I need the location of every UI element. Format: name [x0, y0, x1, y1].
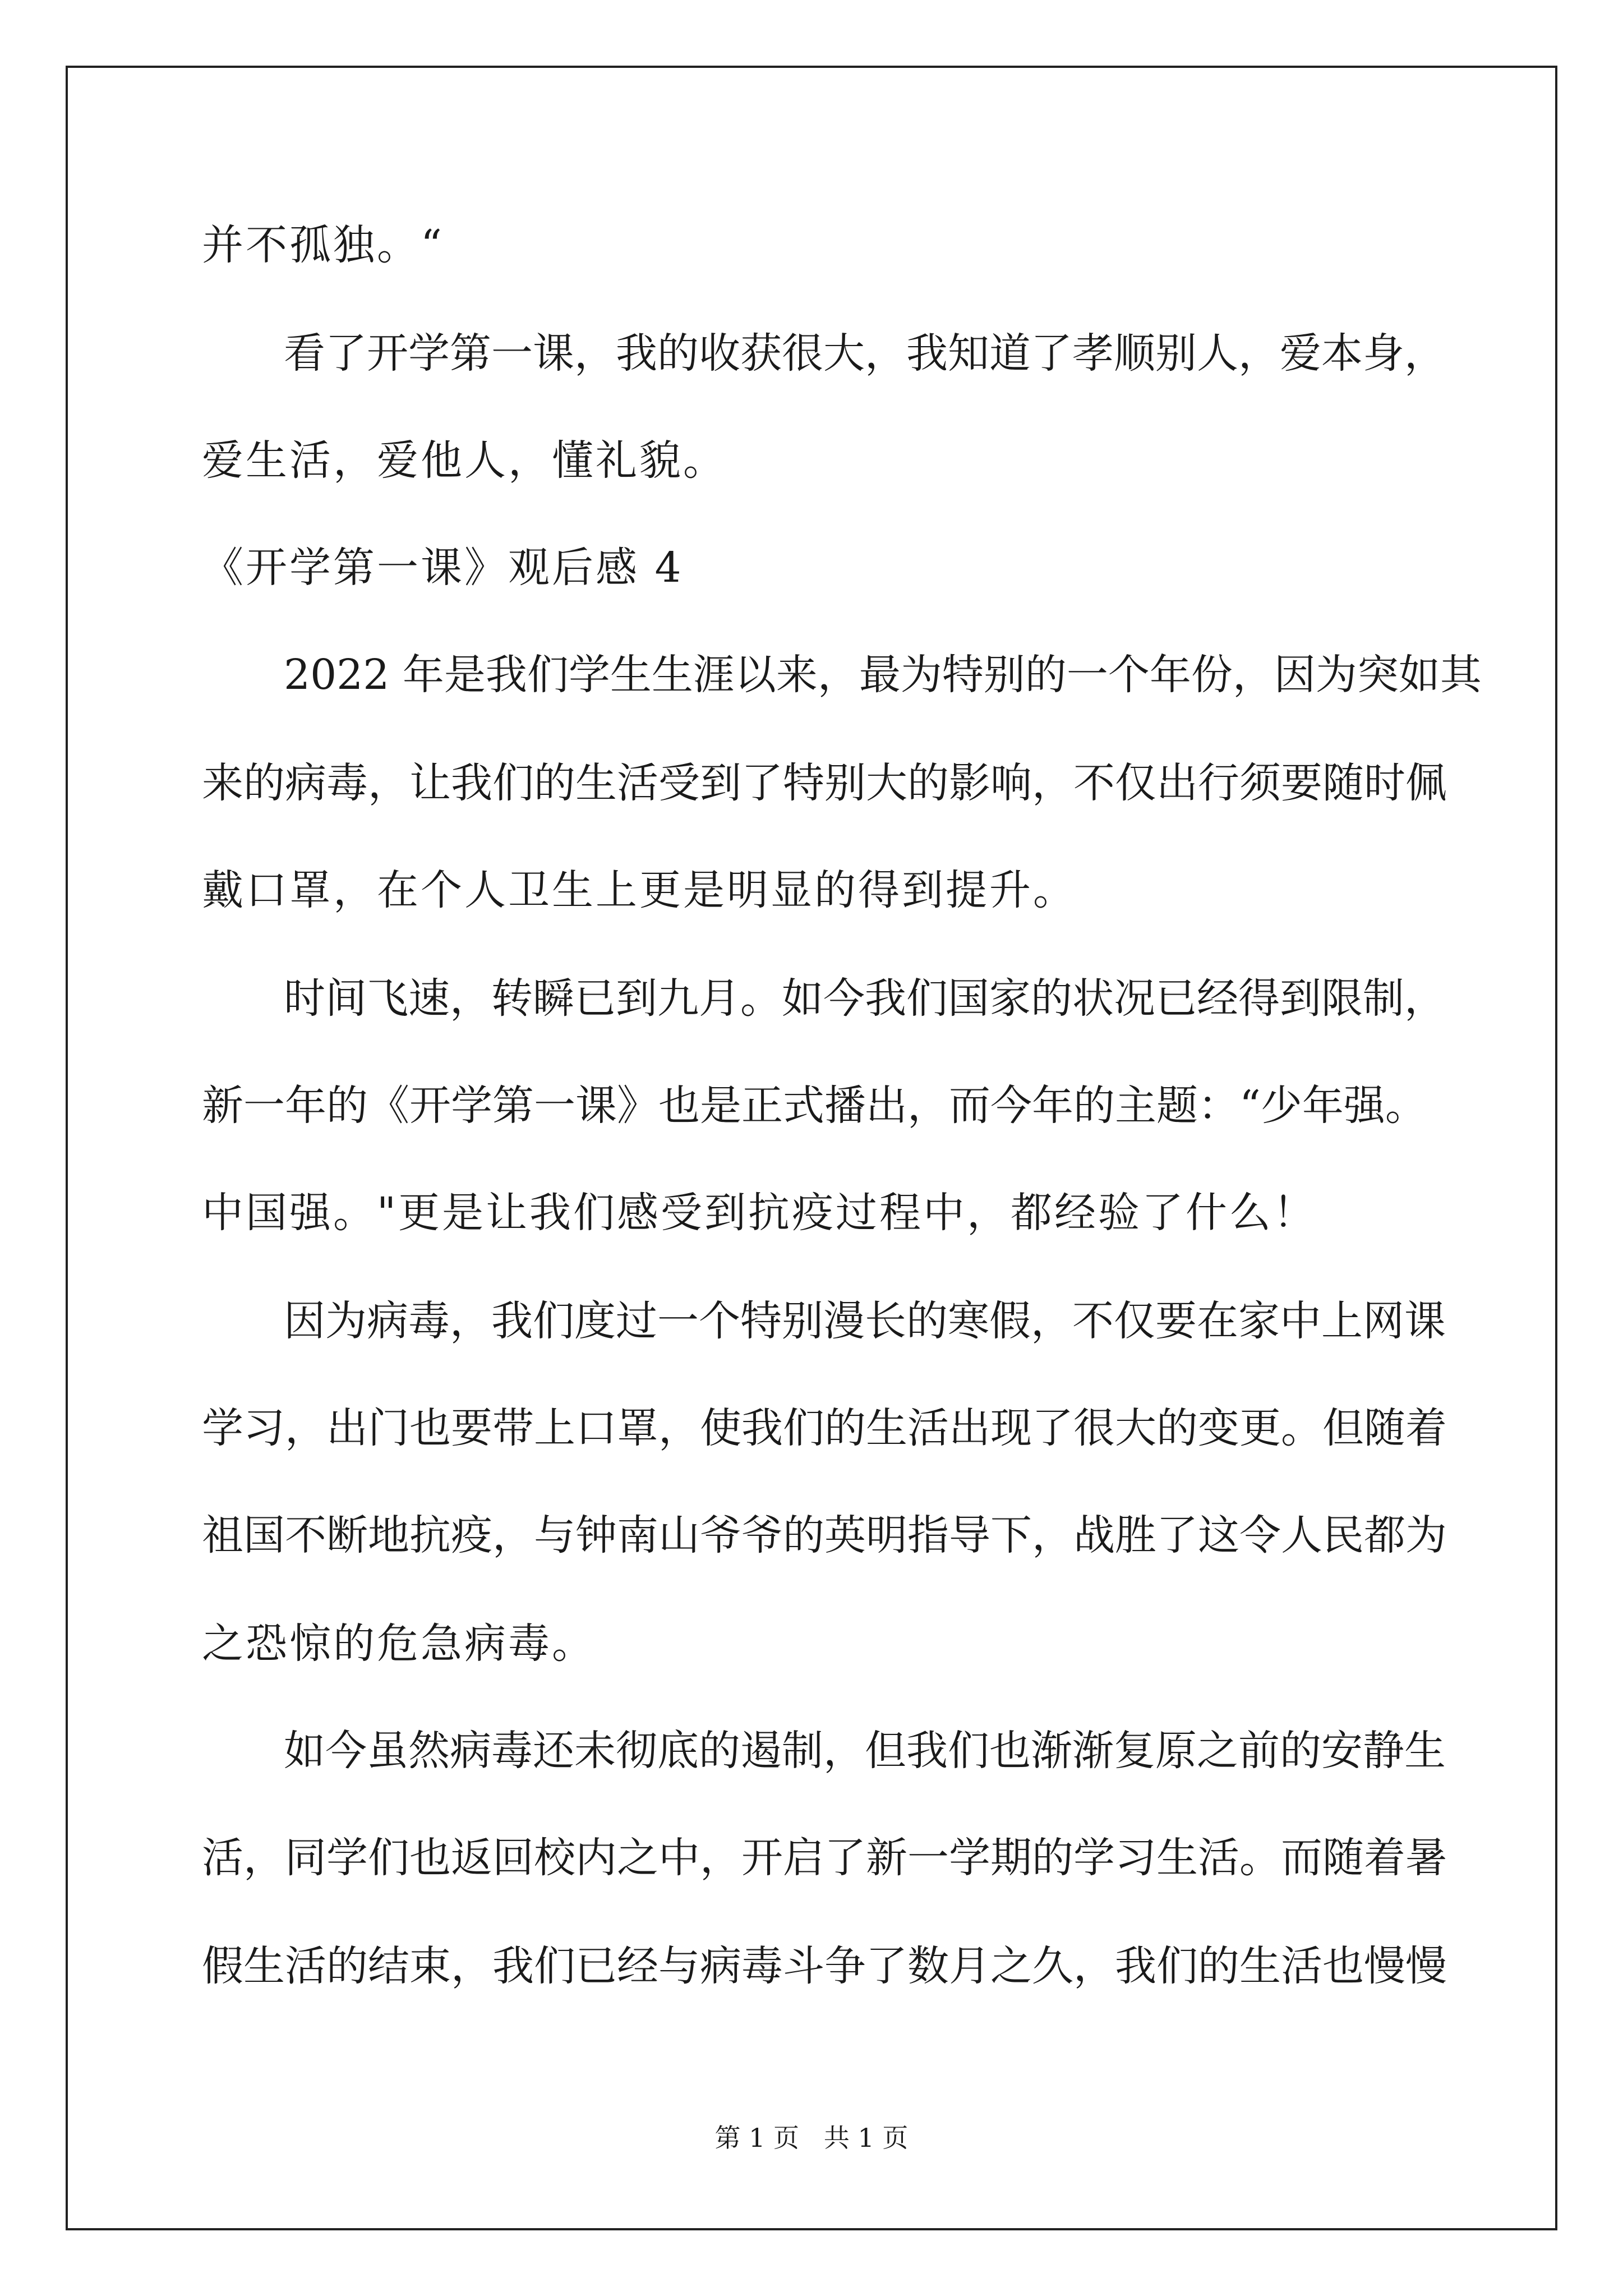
page-border — [66, 66, 1557, 2230]
paragraph-first-line: 2022 年是我们学生生涯以来，最为特别的一个年份，因为突如其 — [284, 651, 1482, 699]
section-heading: 《开学第一课》观后感 4 — [202, 544, 684, 592]
body-text-line: 假生活的结束，我们已经与病毒斗争了数月之久，我们的生活也慢慢 — [202, 1942, 1447, 1990]
body-text-line: 戴口罩，在个人卫生上更是明显的得到提升。 — [202, 866, 1077, 914]
body-text-line: 新一年的《开学第一课》也是正式播出，而今年的主题：“少年强。 — [202, 1082, 1427, 1130]
body-text-line: 祖国不断地抗疫，与钟南山爷爷的英明指导下，战胜了这令人民都为 — [202, 1511, 1447, 1559]
body-text-line: 之恐惊的危急病毒。 — [202, 1619, 596, 1668]
page-number-footer: 第 1 页 共 1 页 — [714, 2123, 909, 2153]
body-text-line: 活，同学们也返回校内之中，开启了新一学期的学习生活。而随着暑 — [202, 1834, 1447, 1882]
paragraph-first-line: 如今虽然病毒还未彻底的遏制，但我们也渐渐复原之前的安静生 — [284, 1727, 1446, 1775]
paragraph-first-line: 因为病毒，我们度过一个特别漫长的寒假，不仅要在家中上网课 — [284, 1297, 1446, 1345]
body-text-line: 爱生活，爱他人，懂礼貌。 — [202, 436, 727, 485]
paragraph-first-line: 时间飞速，转瞬已到九月。如今我们国家的状况已经得到限制， — [284, 974, 1446, 1023]
body-text-line: 来的病毒，让我们的生活受到了特别大的影响，不仅出行须要随时佩 — [202, 759, 1447, 807]
paragraph-first-line: 看了开学第一课，我的收获很大，我知道了孝顺别人，爱本身， — [284, 329, 1446, 378]
body-text-line: 学习，出门也要带上口罩，使我们的生活出现了很大的变更。但随着 — [202, 1404, 1447, 1452]
body-text-line: 并不孤独。“ — [202, 221, 444, 269]
body-text-line: 中国强。"更是让我们感受到抗疫过程中，都经验了什么！ — [202, 1189, 1317, 1237]
